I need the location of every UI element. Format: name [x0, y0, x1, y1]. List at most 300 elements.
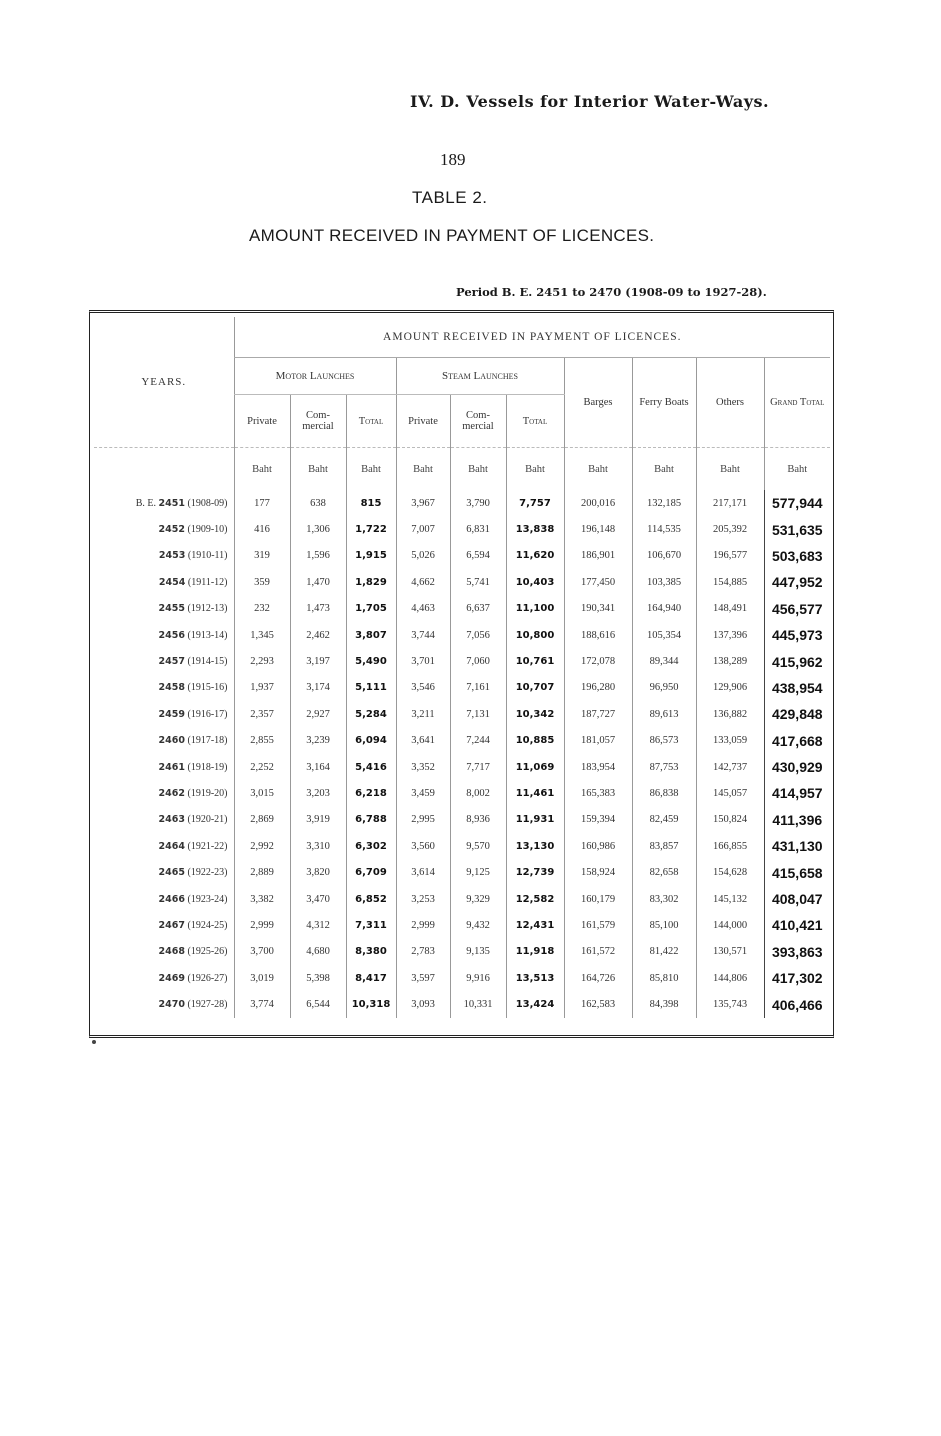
motor-commercial-cell: 3,820	[290, 859, 346, 885]
steam-total-cell: 13,513	[506, 965, 564, 991]
motor-private-cell: 2,999	[234, 912, 290, 938]
steam-private-cell: 4,662	[396, 569, 450, 595]
grand-total-cell: 430,929	[764, 754, 830, 780]
others-cell: 133,059	[696, 728, 764, 754]
steam-total-cell: 12,431	[506, 912, 564, 938]
steam-private-cell: 3,560	[396, 833, 450, 859]
steam-commercial-cell: 7,056	[450, 622, 506, 648]
barges-cell: 161,579	[564, 912, 632, 938]
table-row	[94, 569, 830, 595]
buddhist-era-year: 2458	[158, 682, 185, 694]
year-cell	[94, 543, 234, 569]
ferry-boats-cell: 85,100	[632, 912, 696, 938]
common-era-year: (1922-23)	[187, 867, 228, 879]
steam-commercial-cell: 6,637	[450, 596, 506, 622]
grand-total-cell: 431,130	[764, 833, 830, 859]
steam-total-cell: 12,739	[506, 859, 564, 885]
steam-private-cell: 3,253	[396, 886, 450, 912]
ferry-boats-cell: 89,613	[632, 701, 696, 727]
barges-cell: 190,341	[564, 596, 632, 622]
table-row	[94, 991, 830, 1017]
year-cell	[94, 622, 234, 648]
year-cell	[94, 833, 234, 859]
steam-commercial-cell: 7,131	[450, 701, 506, 727]
year-cell	[94, 648, 234, 674]
steam-commercial-cell: 7,717	[450, 754, 506, 780]
ferry-boats-cell: 85,810	[632, 965, 696, 991]
motor-private-cell: 2,992	[234, 833, 290, 859]
motor-private-cell: 319	[234, 543, 290, 569]
barges-cell: 187,727	[564, 701, 632, 727]
motor-commercial-cell: 2,927	[290, 701, 346, 727]
steam-total-cell: 13,838	[506, 516, 564, 542]
year-cell	[94, 728, 234, 754]
motor-launches-header: Motor Launches	[234, 358, 396, 395]
steam-total-header: Total	[506, 395, 564, 448]
unit-cell-blank	[94, 448, 234, 491]
common-era-year: (1925-26)	[187, 946, 228, 958]
others-cell: 144,806	[696, 965, 764, 991]
motor-private-cell: 3,700	[234, 939, 290, 965]
steam-private-cell: 3,701	[396, 648, 450, 674]
steam-private-cell: 3,093	[396, 991, 450, 1017]
grand-total-cell: 415,658	[764, 859, 830, 885]
motor-private-header: Private	[234, 395, 290, 448]
table-row	[94, 807, 830, 833]
motor-commercial-cell: 638	[290, 490, 346, 516]
steam-private-cell: 3,967	[396, 490, 450, 516]
unit-cell: Baht	[450, 448, 506, 491]
unit-cell: Baht	[506, 448, 564, 491]
steam-private-cell: 3,211	[396, 701, 450, 727]
motor-private-cell: 416	[234, 516, 290, 542]
common-era-year: (1926-27)	[187, 972, 228, 984]
steam-total-cell: 10,342	[506, 701, 564, 727]
buddhist-era-year: 2467	[158, 919, 185, 931]
motor-commercial-cell: 6,544	[290, 991, 346, 1017]
steam-total-cell: 11,918	[506, 939, 564, 965]
common-era-year: (1916-17)	[187, 708, 228, 720]
motor-commercial-cell: 1,470	[290, 569, 346, 595]
table-row	[94, 912, 830, 938]
table-row	[94, 596, 830, 622]
buddhist-era-year: 2466	[158, 893, 185, 905]
unit-row	[94, 448, 830, 491]
motor-total-cell: 6,302	[346, 833, 396, 859]
page-number: 189	[440, 150, 466, 169]
buddhist-era-year: 2465	[158, 867, 185, 879]
motor-total-header: Total	[346, 395, 396, 448]
unit-cell: Baht	[396, 448, 450, 491]
year-cell	[94, 939, 234, 965]
motor-private-cell: 232	[234, 596, 290, 622]
table-row	[94, 886, 830, 912]
others-cell: 154,628	[696, 859, 764, 885]
motor-commercial-cell: 1,596	[290, 543, 346, 569]
steam-private-cell: 5,026	[396, 543, 450, 569]
year-cell	[94, 807, 234, 833]
others-cell: 136,882	[696, 701, 764, 727]
others-cell: 145,132	[696, 886, 764, 912]
motor-total-cell: 1,829	[346, 569, 396, 595]
motor-commercial-cell: 3,164	[290, 754, 346, 780]
unit-cell: Baht	[290, 448, 346, 491]
table-row	[94, 780, 830, 806]
motor-private-cell: 1,937	[234, 675, 290, 701]
motor-private-cell: 2,855	[234, 728, 290, 754]
motor-total-cell: 5,284	[346, 701, 396, 727]
steam-total-cell: 13,424	[506, 991, 564, 1017]
licence-table-frame	[89, 310, 834, 1038]
table-row	[94, 675, 830, 701]
steam-commercial-cell: 10,331	[450, 991, 506, 1017]
table-title: AMOUNT RECEIVED IN PAYMENT OF LICENCES.	[249, 226, 655, 245]
buddhist-era-year: 2461	[158, 761, 185, 773]
ferry-boats-cell: 84,398	[632, 991, 696, 1017]
ferry-boats-cell: 82,658	[632, 859, 696, 885]
steam-total-cell: 11,069	[506, 754, 564, 780]
grand-total-cell: 408,047	[764, 886, 830, 912]
motor-total-cell: 6,852	[346, 886, 396, 912]
steam-total-cell: 11,931	[506, 807, 564, 833]
grand-total-cell: 503,683	[764, 543, 830, 569]
ferry-boats-cell: 132,185	[632, 490, 696, 516]
unit-cell: Baht	[346, 448, 396, 491]
steam-commercial-cell: 7,244	[450, 728, 506, 754]
motor-commercial-cell: 1,473	[290, 596, 346, 622]
steam-commercial-cell: 7,161	[450, 675, 506, 701]
barges-cell: 188,616	[564, 622, 632, 648]
buddhist-era-year: 2468	[158, 946, 185, 958]
grand-total-cell: 417,668	[764, 728, 830, 754]
grand-total-cell: 410,421	[764, 912, 830, 938]
table-number: TABLE 2.	[412, 188, 488, 207]
ferry-boats-cell: 114,535	[632, 516, 696, 542]
section-title: IV. D. Vessels for Interior Water-Ways.	[410, 92, 770, 111]
motor-private-cell: 3,015	[234, 780, 290, 806]
others-cell: 135,743	[696, 991, 764, 1017]
barges-cell: 161,572	[564, 939, 632, 965]
ferry-boats-cell: 96,950	[632, 675, 696, 701]
barges-cell: 160,179	[564, 886, 632, 912]
table-row	[94, 965, 830, 991]
steam-commercial-header: Com-mercial	[450, 395, 506, 448]
ferry-boats-cell: 103,385	[632, 569, 696, 595]
table-row	[94, 516, 830, 542]
licence-table	[94, 317, 830, 1018]
steam-commercial-cell: 8,002	[450, 780, 506, 806]
others-cell: 217,171	[696, 490, 764, 516]
buddhist-era-year: 2454	[158, 576, 186, 588]
barges-cell: 162,583	[564, 991, 632, 1017]
steam-private-cell: 4,463	[396, 596, 450, 622]
year-cell	[94, 596, 234, 622]
others-cell: 130,571	[696, 939, 764, 965]
steam-total-cell: 13,130	[506, 833, 564, 859]
motor-commercial-header: Com-mercial	[290, 395, 346, 448]
year-cell	[94, 965, 234, 991]
common-era-year: (1915-16)	[187, 682, 228, 694]
barges-cell: 186,901	[564, 543, 632, 569]
ferry-boats-header: Ferry Boats	[632, 358, 696, 448]
grand-total-cell: 411,396	[764, 807, 830, 833]
motor-private-cell: 3,774	[234, 991, 290, 1017]
steam-private-cell: 3,641	[396, 728, 450, 754]
table-row	[94, 648, 830, 674]
motor-total-cell: 8,380	[346, 939, 396, 965]
motor-commercial-cell: 4,312	[290, 912, 346, 938]
table-row	[94, 728, 830, 754]
grand-total-cell: 438,954	[764, 675, 830, 701]
grand-total-cell: 406,466	[764, 991, 830, 1017]
steam-commercial-cell: 8,936	[450, 807, 506, 833]
main-header: AMOUNT RECEIVED IN PAYMENT OF LICENCES.	[234, 317, 830, 358]
grand-total-cell: 456,577	[764, 596, 830, 622]
motor-total-cell: 6,218	[346, 780, 396, 806]
motor-commercial-cell: 3,310	[290, 833, 346, 859]
common-era-year: (1924-25)	[187, 919, 228, 931]
motor-total-cell: 815	[346, 490, 396, 516]
others-cell: 154,885	[696, 569, 764, 595]
others-cell: 138,289	[696, 648, 764, 674]
ferry-boats-cell: 105,354	[632, 622, 696, 648]
barges-header: Barges	[564, 358, 632, 448]
others-cell: 137,396	[696, 622, 764, 648]
motor-private-cell: 2,869	[234, 807, 290, 833]
barges-cell: 158,924	[564, 859, 632, 885]
buddhist-era-year: 2455	[158, 603, 185, 615]
unit-cell: Baht	[632, 448, 696, 491]
others-cell: 142,737	[696, 754, 764, 780]
buddhist-era-year: 2459	[158, 708, 185, 720]
motor-commercial-cell: 3,203	[290, 780, 346, 806]
unit-cell: Baht	[564, 448, 632, 491]
common-era-year: (1918-19)	[187, 761, 228, 773]
year-cell	[94, 569, 234, 595]
ferry-boats-cell: 164,940	[632, 596, 696, 622]
buddhist-era-year: 2464	[158, 840, 185, 852]
buddhist-era-year: 2457	[158, 656, 185, 668]
steam-private-cell: 3,744	[396, 622, 450, 648]
motor-commercial-cell: 3,239	[290, 728, 346, 754]
table-row	[94, 490, 830, 516]
motor-commercial-cell: 5,398	[290, 965, 346, 991]
steam-commercial-cell: 9,570	[450, 833, 506, 859]
grand-total-cell: 429,848	[764, 701, 830, 727]
unit-cell: Baht	[696, 448, 764, 491]
motor-total-cell: 5,111	[346, 675, 396, 701]
buddhist-era-year: 2463	[158, 814, 185, 826]
buddhist-era-year: 2462	[158, 787, 185, 799]
common-era-year: (1921-22)	[187, 840, 228, 852]
motor-total-cell: 1,722	[346, 516, 396, 542]
motor-private-cell: 2,293	[234, 648, 290, 674]
grand-total-cell: 447,952	[764, 569, 830, 595]
motor-commercial-cell: 2,462	[290, 622, 346, 648]
table-row	[94, 622, 830, 648]
year-cell	[94, 754, 234, 780]
steam-private-cell: 3,546	[396, 675, 450, 701]
motor-private-cell: 3,382	[234, 886, 290, 912]
buddhist-era-year: 2453	[158, 550, 186, 562]
buddhist-era-year: 2456	[158, 629, 185, 641]
table-row	[94, 543, 830, 569]
table-row	[94, 939, 830, 965]
table-row	[94, 833, 830, 859]
barges-cell: 183,954	[564, 754, 632, 780]
steam-commercial-cell: 5,741	[450, 569, 506, 595]
motor-commercial-cell: 1,306	[290, 516, 346, 542]
buddhist-era-year: 2452	[158, 524, 185, 536]
motor-total-cell: 6,094	[346, 728, 396, 754]
motor-total-cell: 5,416	[346, 754, 396, 780]
ferry-boats-cell: 83,857	[632, 833, 696, 859]
motor-private-cell: 2,252	[234, 754, 290, 780]
others-cell: 205,392	[696, 516, 764, 542]
motor-commercial-cell: 3,174	[290, 675, 346, 701]
ferry-boats-cell: 89,344	[632, 648, 696, 674]
grand-total-cell: 415,962	[764, 648, 830, 674]
grand-total-cell: 445,973	[764, 622, 830, 648]
steam-launches-header: Steam Launches	[396, 358, 564, 395]
ferry-boats-cell: 83,302	[632, 886, 696, 912]
steam-private-cell: 2,999	[396, 912, 450, 938]
table-row	[94, 701, 830, 727]
barges-cell: 159,394	[564, 807, 632, 833]
common-era-year: (1914-15)	[187, 656, 228, 668]
steam-private-cell: 3,597	[396, 965, 450, 991]
steam-commercial-cell: 3,790	[450, 490, 506, 516]
motor-total-cell: 7,311	[346, 912, 396, 938]
motor-private-cell: 3,019	[234, 965, 290, 991]
grand-total-cell: 414,957	[764, 780, 830, 806]
barges-cell: 196,280	[564, 675, 632, 701]
table-row	[94, 754, 830, 780]
table-body	[94, 448, 830, 1018]
grand-total-header: Grand Total	[764, 358, 830, 448]
motor-commercial-cell: 3,197	[290, 648, 346, 674]
motor-private-cell: 359	[234, 569, 290, 595]
others-cell: 150,824	[696, 807, 764, 833]
buddhist-era-year: 2470	[158, 999, 185, 1011]
steam-commercial-cell: 9,135	[450, 939, 506, 965]
steam-private-header: Private	[396, 395, 450, 448]
steam-commercial-cell: 6,594	[450, 543, 506, 569]
barges-cell: 200,016	[564, 490, 632, 516]
common-era-year: (1920-21)	[187, 814, 228, 826]
common-era-year: (1917-18)	[187, 735, 228, 747]
year-cell	[94, 859, 234, 885]
unit-cell: Baht	[234, 448, 290, 491]
buddhist-era-year: 2451	[158, 497, 185, 509]
page-mark	[92, 1040, 96, 1044]
ferry-boats-cell: 87,753	[632, 754, 696, 780]
steam-commercial-cell: 9,916	[450, 965, 506, 991]
steam-total-cell: 10,403	[506, 569, 564, 595]
steam-private-cell: 2,783	[396, 939, 450, 965]
motor-total-cell: 1,705	[346, 596, 396, 622]
steam-total-cell: 10,761	[506, 648, 564, 674]
year-cell	[94, 701, 234, 727]
common-era-year: (1923-24)	[187, 893, 228, 905]
steam-total-cell: 7,757	[506, 490, 564, 516]
barges-cell: 160,986	[564, 833, 632, 859]
steam-private-cell: 3,352	[396, 754, 450, 780]
table-row	[94, 859, 830, 885]
barges-cell: 181,057	[564, 728, 632, 754]
common-era-year: (1908-09)	[187, 497, 228, 509]
steam-commercial-cell: 7,060	[450, 648, 506, 674]
barges-cell: 177,450	[564, 569, 632, 595]
buddhist-era-year: 2469	[158, 972, 185, 984]
steam-total-cell: 12,582	[506, 886, 564, 912]
ferry-boats-cell: 86,573	[632, 728, 696, 754]
year-cell	[94, 780, 234, 806]
motor-total-cell: 10,318	[346, 991, 396, 1017]
grand-total-cell: 531,635	[764, 516, 830, 542]
barges-cell: 172,078	[564, 648, 632, 674]
steam-total-cell: 10,707	[506, 675, 564, 701]
others-cell: 144,000	[696, 912, 764, 938]
steam-commercial-cell: 9,125	[450, 859, 506, 885]
ferry-boats-cell: 86,838	[632, 780, 696, 806]
others-cell: 148,491	[696, 596, 764, 622]
common-era-year: (1919-20)	[187, 787, 228, 799]
steam-commercial-cell: 6,831	[450, 516, 506, 542]
year-cell	[94, 991, 234, 1017]
ferry-boats-cell: 106,670	[632, 543, 696, 569]
year-cell	[94, 490, 234, 516]
others-header: Others	[696, 358, 764, 448]
motor-total-cell: 1,915	[346, 543, 396, 569]
steam-total-cell: 11,100	[506, 596, 564, 622]
steam-total-cell: 10,885	[506, 728, 564, 754]
common-era-year: (1910-11)	[187, 550, 228, 562]
common-era-year: (1911-12)	[187, 576, 228, 588]
motor-private-cell: 2,889	[234, 859, 290, 885]
year-cell	[94, 912, 234, 938]
year-cell	[94, 886, 234, 912]
others-cell: 145,057	[696, 780, 764, 806]
grand-total-cell: 417,302	[764, 965, 830, 991]
buddhist-era-year: 2460	[158, 735, 185, 747]
era-prefix: B. E.	[135, 497, 157, 509]
year-cell	[94, 516, 234, 542]
barges-cell: 165,383	[564, 780, 632, 806]
others-cell: 166,855	[696, 833, 764, 859]
motor-total-cell: 6,709	[346, 859, 396, 885]
steam-total-cell: 10,800	[506, 622, 564, 648]
grand-total-cell: 393,863	[764, 939, 830, 965]
barges-cell: 196,148	[564, 516, 632, 542]
common-era-year: (1927-28)	[187, 999, 228, 1011]
motor-total-cell: 6,788	[346, 807, 396, 833]
period-note: Period B. E. 2451 to 2470 (1908-09 to 1927-28).	[456, 285, 767, 299]
ferry-boats-cell: 81,422	[632, 939, 696, 965]
motor-private-cell: 2,357	[234, 701, 290, 727]
motor-private-cell: 1,345	[234, 622, 290, 648]
ferry-boats-cell: 82,459	[632, 807, 696, 833]
steam-commercial-cell: 9,329	[450, 886, 506, 912]
steam-private-cell: 2,995	[396, 807, 450, 833]
motor-private-cell: 177	[234, 490, 290, 516]
motor-commercial-cell: 3,470	[290, 886, 346, 912]
motor-total-cell: 8,417	[346, 965, 396, 991]
steam-commercial-cell: 9,432	[450, 912, 506, 938]
common-era-year: (1913-14)	[187, 629, 228, 641]
steam-private-cell: 3,459	[396, 780, 450, 806]
steam-private-cell: 7,007	[396, 516, 450, 542]
